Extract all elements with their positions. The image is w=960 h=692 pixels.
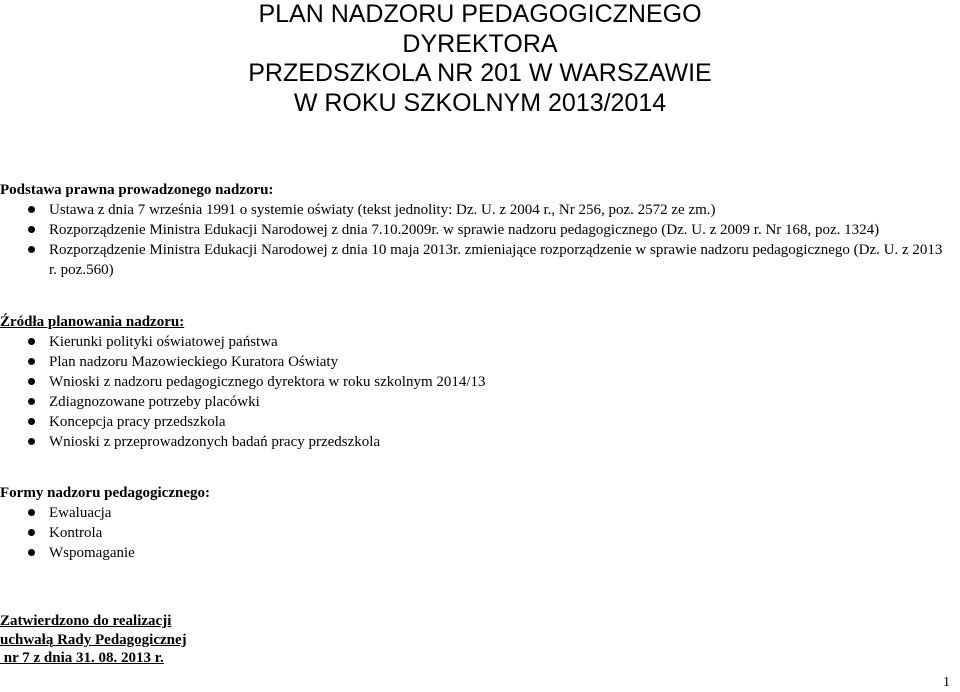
list-item xyxy=(0,432,486,452)
bullet-icon xyxy=(28,549,35,556)
approval-line-3: nr 7 z dnia 31. 08. 2013 r. xyxy=(0,650,164,666)
list-item-text: Kontrola xyxy=(49,525,103,541)
list-item xyxy=(0,503,210,523)
list-item xyxy=(0,200,960,220)
bullet-icon xyxy=(28,529,35,536)
legal-basis-heading: Podstawa prawna prowadzonego nadzoru: xyxy=(0,182,274,198)
list-item-text: Kierunki polityki oświatowej państwa xyxy=(49,334,278,350)
supervision-forms-list xyxy=(0,503,210,563)
list-item-text: Plan nadzoru Mazowieckiego Kuratora Oświaty xyxy=(49,354,339,370)
bullet-icon xyxy=(28,418,35,425)
legal-basis-list xyxy=(0,200,960,280)
title-line-1: PLAN NADZORU PEDAGOGICZNEGO xyxy=(258,0,702,28)
bullet-icon xyxy=(28,358,35,365)
bullet-icon xyxy=(28,226,35,233)
list-item-text: Wspomaganie xyxy=(49,545,135,561)
bullet-icon xyxy=(28,246,35,253)
document-title xyxy=(0,0,960,118)
planning-sources-heading: Źródła planowania nadzoru: xyxy=(0,314,185,330)
list-item-text: Zdiagnozowane potrzeby placówki xyxy=(49,394,260,410)
legal-basis-section xyxy=(0,180,960,280)
title-line-4: W ROKU SZKOLNYM 2013/2014 xyxy=(293,88,667,117)
title-line-3: PRZEDSZKOLA NR 201 W WARSZAWIE xyxy=(248,59,712,87)
bullet-icon xyxy=(28,206,35,213)
list-item xyxy=(0,220,960,240)
list-item xyxy=(0,332,486,352)
list-item-text: Koncepcja pracy przedszkola xyxy=(49,414,226,430)
list-item-text: Rozporządzenie Ministra Edukacji Narodowej z dnia 7.10.2009r. w sprawie nadzoru pedagogicznego (Dz. U. z 2009 r. Nr 168, poz. 1324) xyxy=(49,222,880,238)
list-item-text: Wnioski z nadzoru pedagogicznego dyrektora w roku szkolnym 2014/13 xyxy=(49,374,486,390)
list-item-text: Wnioski z przeprowadzonych badań pracy przedszkola xyxy=(49,434,381,450)
bullet-icon xyxy=(28,398,35,405)
planning-sources-list xyxy=(0,332,486,452)
list-item-text: Ewaluacja xyxy=(49,505,112,521)
title-line-2: DYREKTORA xyxy=(402,29,558,58)
list-item xyxy=(0,392,486,412)
bullet-icon xyxy=(28,438,35,445)
list-item-text: Rozporządzenie Ministra Edukacji Narodowej z dnia 10 maja 2013r. zmieniające rozporządzenie w sprawie nadzoru pedagogicznego (Dz. U. z 2013 r. poz.560) xyxy=(49,242,943,278)
list-item xyxy=(0,372,486,392)
list-item-text: Ustawa z dnia 7 września 1991 o systemie oświaty (tekst jednolity: Dz. U. z 2004 r., Nr 256, poz. 2572 ze zm.) xyxy=(49,202,716,218)
supervision-forms-heading: Formy nadzoru pedagogicznego: xyxy=(0,485,210,501)
bullet-icon xyxy=(28,509,35,516)
list-item xyxy=(0,523,210,543)
list-item xyxy=(0,412,486,432)
supervision-forms-section xyxy=(0,483,210,563)
page-number: 1 xyxy=(943,675,950,690)
approval-section xyxy=(0,612,187,668)
list-item xyxy=(0,240,949,280)
approval-line-1: Zatwierdzono do realizacji xyxy=(0,613,172,629)
bullet-icon xyxy=(28,338,35,345)
planning-sources-section xyxy=(0,312,486,452)
approval-line-2: uchwałą Rady Pedagogicznej xyxy=(0,631,187,648)
bullet-icon xyxy=(28,378,35,385)
list-item xyxy=(0,543,210,563)
list-item xyxy=(0,352,486,372)
